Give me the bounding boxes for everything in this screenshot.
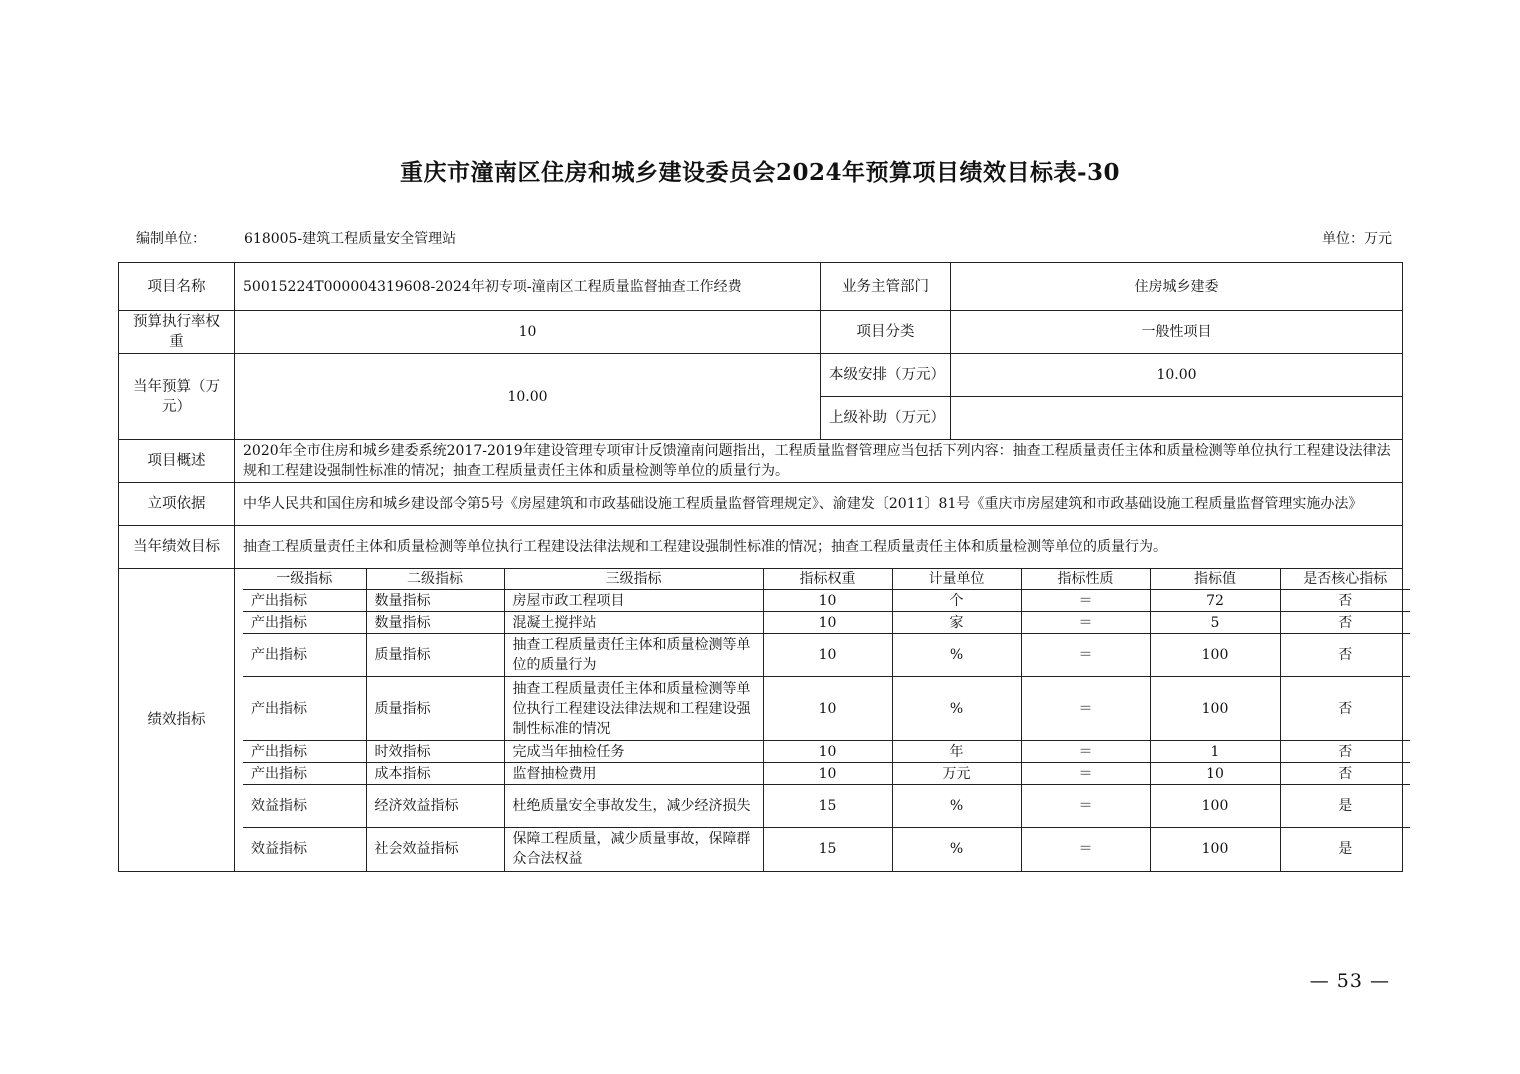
- level3-cell: 监督抽检费用: [504, 763, 763, 785]
- value-cell: 1: [1150, 741, 1280, 763]
- indicators-label: 绩效指标: [119, 569, 235, 872]
- goal-value: 抽查工程质量责任主体和质量检测等单位执行工程建设法律法规和工程建设强制性标准的情况；抽查工程质量责任主体和质量检测等单位的质量行为。: [235, 526, 1403, 569]
- basis-label: 立项依据: [119, 483, 235, 526]
- table-row: [243, 612, 1410, 634]
- weight-cell: 15: [763, 828, 892, 871]
- indicator-header-row: [243, 569, 1410, 590]
- nature-cell: ＝: [1021, 634, 1150, 677]
- table-row: [243, 785, 1410, 828]
- header-value: 指标值: [1150, 569, 1280, 590]
- table-row: [243, 634, 1410, 677]
- core-cell: 否: [1280, 677, 1410, 741]
- core-cell: 否: [1280, 634, 1410, 677]
- level3-cell: 抽查工程质量责任主体和质量检测等单位的质量行为: [504, 634, 763, 677]
- unit-cell: 万元: [892, 763, 1021, 785]
- level1-cell: 产出指标: [243, 677, 366, 741]
- level3-cell: 房屋市政工程项目: [504, 590, 763, 612]
- header-unit: 计量单位: [892, 569, 1021, 590]
- unit-cell: %: [892, 677, 1021, 741]
- value-cell: 72: [1150, 590, 1280, 612]
- overview-value: 2020年全市住房和城乡建委系统2017-2019年建设管理专项审计反馈潼南问题指出，工程质量监督管理应当包括下列内容：抽查工程质量责任主体和质量检测等单位执行工程建设法律法规和工程建设强制性标准的情况；抽查工程质量责任主体和质量检测等单位的质量行为。: [235, 440, 1403, 483]
- level1-cell: 产出指标: [243, 612, 366, 634]
- level3-cell: 杜绝质量安全事故发生，减少经济损失: [504, 785, 763, 828]
- table-row: [243, 677, 1410, 741]
- unit-cell: 年: [892, 741, 1021, 763]
- core-cell: 是: [1280, 785, 1410, 828]
- local-arrangement-value: 10.00: [951, 354, 1403, 397]
- weight-cell: 10: [763, 612, 892, 634]
- level3-cell: 完成当年抽检任务: [504, 741, 763, 763]
- overview-label: 项目概述: [119, 440, 235, 483]
- superior-subsidy-value: [951, 397, 1403, 440]
- level1-cell: 产出指标: [243, 634, 366, 677]
- table-row: [243, 590, 1410, 612]
- level3-cell: 混凝土搅拌站: [504, 612, 763, 634]
- category-label: 项目分类: [821, 311, 951, 354]
- weight-cell: 10: [763, 741, 892, 763]
- table-row: [243, 741, 1410, 763]
- level2-cell: 成本指标: [366, 763, 504, 785]
- basis-value: 中华人民共和国住房和城乡建设部令第5号《房屋建筑和市政基础设施工程质量监督管理规定》、渝建发〔2011〕81号《重庆市房屋建筑和市政基础设施工程质量监督管理实施办法》: [235, 483, 1403, 526]
- header-core: 是否核心指标: [1280, 569, 1410, 590]
- value-cell: 100: [1150, 677, 1280, 741]
- project-name-value: 50015224T000004319608-2024年初专项-潼南区工程质量监督抽查工作经费: [235, 263, 821, 311]
- page-number: — 53 —: [1309, 970, 1390, 992]
- dept-value: 住房城乡建委: [951, 263, 1403, 311]
- indicators-cell: [235, 569, 1403, 872]
- level3-cell: 抽查工程质量责任主体和质量检测等单位执行工程建设法律法规和工程建设强制性标准的情况: [504, 677, 763, 741]
- compiling-unit-label: 编制单位：: [136, 231, 206, 247]
- level1-cell: 产出指标: [243, 763, 366, 785]
- value-cell: 5: [1150, 612, 1280, 634]
- level2-cell: 社会效益指标: [366, 828, 504, 871]
- nature-cell: ＝: [1021, 763, 1150, 785]
- header-level3: 三级指标: [504, 569, 763, 590]
- core-cell: 否: [1280, 612, 1410, 634]
- page-title: 重庆市潼南区住房和城乡建设委员会2024年预算项目绩效目标表-30: [399, 159, 1121, 186]
- weight-cell: 10: [763, 677, 892, 741]
- performance-target-table: [118, 262, 1403, 872]
- level2-cell: 数量指标: [366, 590, 504, 612]
- value-cell: 100: [1150, 828, 1280, 871]
- level2-cell: 时效指标: [366, 741, 504, 763]
- level1-cell: 产出指标: [243, 590, 366, 612]
- currency-unit: 单位：万元: [1322, 231, 1392, 247]
- dept-label: 业务主管部门: [821, 263, 951, 311]
- header-nature: 指标性质: [1021, 569, 1150, 590]
- unit-cell: 家: [892, 612, 1021, 634]
- nature-cell: ＝: [1021, 677, 1150, 741]
- weight-cell: 10: [763, 634, 892, 677]
- value-cell: 100: [1150, 785, 1280, 828]
- header-level1: 一级指标: [276, 571, 333, 587]
- level2-cell: 质量指标: [366, 634, 504, 677]
- goal-label: 当年绩效目标: [119, 526, 235, 569]
- header-weight: 指标权重: [763, 569, 892, 590]
- core-cell: 否: [1280, 763, 1410, 785]
- local-arrangement-label: 本级安排（万元）: [821, 354, 951, 397]
- core-cell: 否: [1280, 590, 1410, 612]
- table-row: [243, 763, 1410, 785]
- level2-cell: 质量指标: [366, 677, 504, 741]
- level2-cell: 数量指标: [366, 612, 504, 634]
- level2-cell: 经济效益指标: [366, 785, 504, 828]
- header-level2: 二级指标: [366, 569, 504, 590]
- weight-cell: 15: [763, 785, 892, 828]
- superior-subsidy-label: 上级补助（万元）: [821, 397, 951, 440]
- unit-cell: 个: [892, 590, 1021, 612]
- level1-cell: 效益指标: [243, 785, 366, 828]
- project-name-label: 项目名称: [119, 263, 235, 311]
- indicators-table: [243, 569, 1410, 871]
- level3-cell: 保障工程质量，减少质量事故，保障群众合法权益: [504, 828, 763, 871]
- core-cell: 是: [1280, 828, 1410, 871]
- level1-cell: 效益指标: [243, 828, 366, 871]
- unit-cell: %: [892, 828, 1021, 871]
- compiling-unit-value: 618005-建筑工程质量安全管理站: [244, 231, 457, 247]
- unit-cell: %: [892, 785, 1021, 828]
- value-cell: 100: [1150, 634, 1280, 677]
- nature-cell: ＝: [1021, 828, 1150, 871]
- nature-cell: ＝: [1021, 612, 1150, 634]
- weight-cell: 10: [763, 763, 892, 785]
- nature-cell: ＝: [1021, 785, 1150, 828]
- level1-cell: 产出指标: [243, 741, 366, 763]
- core-cell: 否: [1280, 741, 1410, 763]
- table-row: [243, 828, 1410, 871]
- nature-cell: ＝: [1021, 590, 1150, 612]
- weight-cell: 10: [763, 590, 892, 612]
- category-value: 一般性项目: [951, 311, 1403, 354]
- budget-label: 当年预算（万元）: [119, 354, 235, 440]
- weight-label: 预算执行率权重: [119, 311, 235, 354]
- weight-value: 10: [235, 311, 821, 354]
- value-cell: 10: [1150, 763, 1280, 785]
- unit-cell: %: [892, 634, 1021, 677]
- budget-value: 10.00: [235, 354, 821, 440]
- nature-cell: ＝: [1021, 741, 1150, 763]
